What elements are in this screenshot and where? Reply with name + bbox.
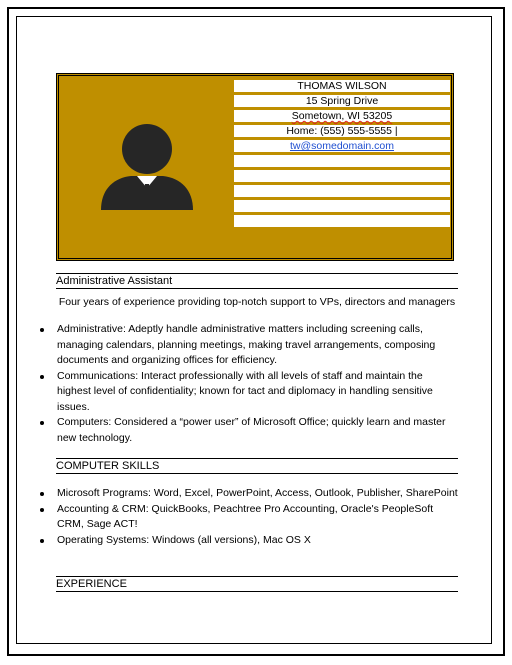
contact-info: [234, 80, 450, 230]
person-avatar-icon: [101, 124, 193, 210]
blank-row: [234, 185, 450, 197]
email-row: [234, 140, 450, 152]
name: THOMAS WILSON: [234, 80, 450, 92]
list-item: Operating Systems: Windows (all versions), Mac OS X: [38, 533, 458, 549]
home-phone: Home: (555) 555-5555 |: [234, 125, 450, 137]
email-link[interactable]: tw@somedomain.com: [289, 140, 395, 152]
blank-row: [234, 155, 450, 167]
list-item: Microsoft Programs: Word, Excel, PowerPoint, Access, Outlook, Publisher, SharePoint: [38, 486, 458, 502]
skills-list: [38, 486, 458, 548]
objective-list: [38, 322, 458, 446]
skills-title: COMPUTER SKILLS: [56, 458, 458, 474]
blank-row: [234, 200, 450, 212]
objective-title: Administrative Assistant: [56, 273, 458, 289]
list-item: Communications: Interact professionally with all levels of staff and maintain the highest level of confidentiality; known for tact and diplomacy in handling sensitive issues.: [38, 369, 458, 416]
address: 15 Spring Drive: [234, 95, 450, 107]
experience-title: EXPERIENCE: [56, 576, 458, 592]
contact-header: [56, 73, 454, 261]
blank-row: [234, 215, 450, 227]
list-item: Administrative: Adeptly handle administrative matters including screening calls, managing calendars, planning meetings, making travel arrangements, composing documents and organizing offices for efficiency.: [38, 322, 458, 369]
blank-row: [234, 170, 450, 182]
list-item: Computers: Considered a “power user” of Microsoft Office; quickly learn and master new technology.: [38, 415, 458, 446]
summary: Four years of experience providing top-notch support to VPs, directors and managers: [58, 296, 456, 308]
city-state-zip: Sometown, WI 53205: [234, 110, 450, 122]
list-item: Accounting & CRM: QuickBooks, Peachtree Pro Accounting, Oracle's PeopleSoft CRM, Sage ACT!: [38, 502, 458, 533]
